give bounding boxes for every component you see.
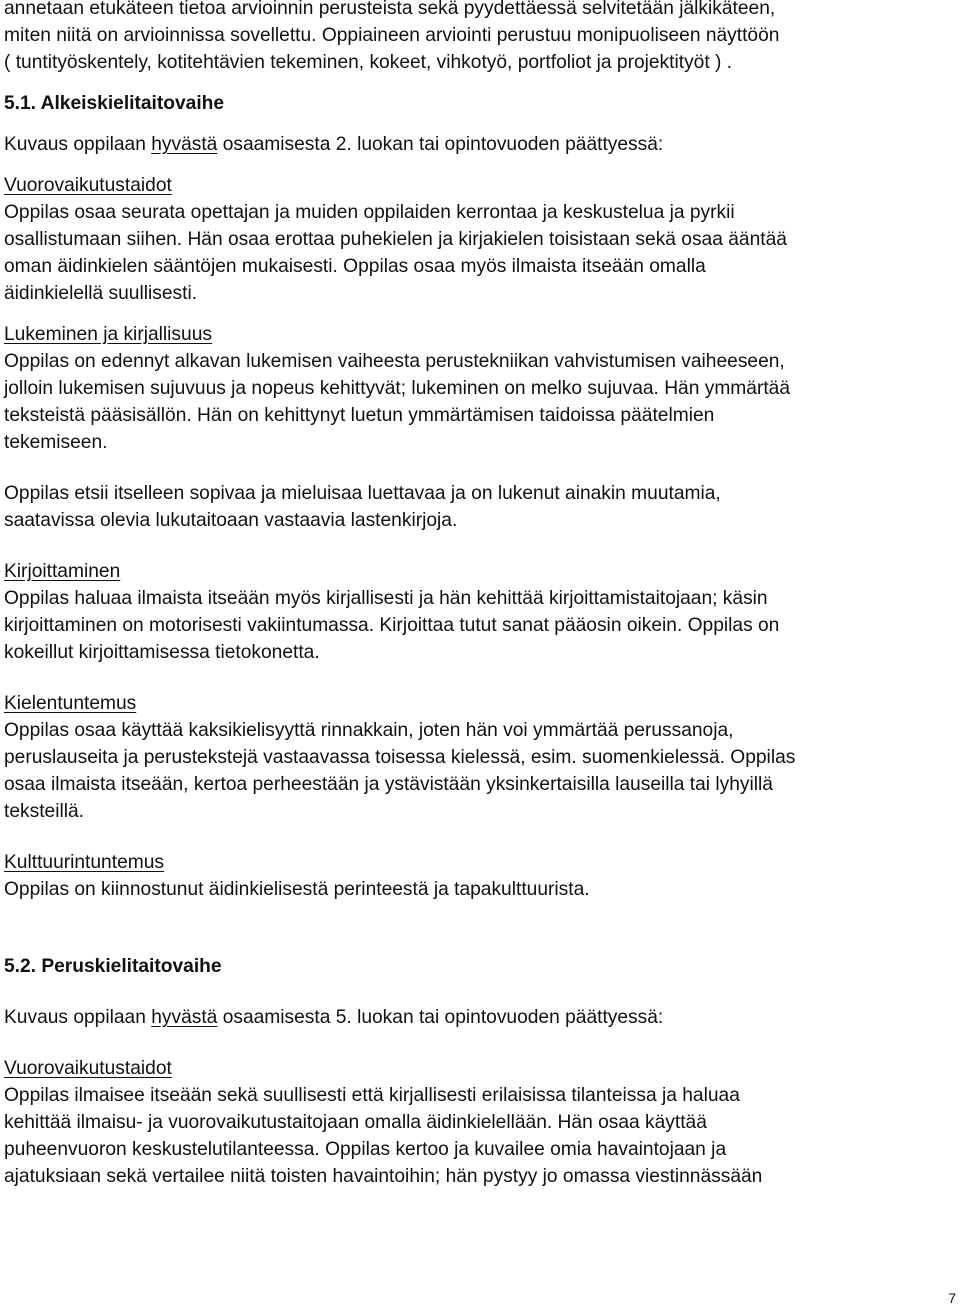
text-line: Oppilas on kiinnostunut äidinkielisestä perinteestä ja tapakulttuurista. <box>4 879 590 900</box>
text-line: oman äidinkielen sääntöjen mukaisesti. Oppilas osaa myös ilmaista itseään omalla <box>4 256 706 277</box>
document-page <box>4 0 954 1190</box>
page-number: 7 <box>948 1290 956 1306</box>
subsection-block <box>4 690 954 825</box>
text-line: saatavissa olevia lukutaitoaan vastaavia lastenkirjoja. <box>4 510 458 531</box>
description-emphasis: hyvästä <box>151 134 218 155</box>
description-text: osaamisesta 5. luokan tai opintovuoden päättyessä: <box>217 1007 664 1028</box>
subsection-title: Vuorovaikutustaidot <box>4 175 172 196</box>
subsection-block <box>4 1055 954 1190</box>
text-line: peruslauseita ja perustekstejä vastaavassa toisessa kielessä, esim. suomenkielessä. Oppilas <box>4 747 796 768</box>
subsection-title: Kulttuurintuntemus <box>4 852 164 873</box>
text-line: jolloin lukemisen sujuvuus ja nopeus kehittyvät; lukeminen on melko sujuvaa. Hän ymmärtää <box>4 378 791 399</box>
paragraph <box>4 480 954 534</box>
text-line: Oppilas etsii itselleen sopivaa ja mieluisaa luettavaa ja on lukenut ainakin muutamia, <box>4 483 721 504</box>
text-line: miten niitä on arvioinnissa sovellettu. Oppiaineen arviointi perustuu monipuoliseen näyttöön <box>4 25 780 46</box>
section-description <box>4 131 954 158</box>
text-line: teksteistä pääsisällön. Hän on kehittynyt luetun ymmärtämisen taidoissa päätelmien <box>4 405 715 426</box>
subsection-block <box>4 172 954 307</box>
subsection-block <box>4 558 954 666</box>
text-line: annetaan etukäteen tietoa arvioinnin perusteista sekä pyydettäessä selvitetään jälkikäteen, <box>4 0 776 19</box>
subsection-block <box>4 849 954 903</box>
text-line: äidinkielellä suullisesti. <box>4 283 198 304</box>
text-line: osaa ilmaista itseään, kertoa perheestään ja ystävistään yksinkertaisilla lauseilla tai lyhyillä <box>4 774 773 795</box>
description-text: osaamisesta 2. luokan tai opintovuoden päättyessä: <box>217 134 664 155</box>
text-line: ajatuksiaan sekä vertailee niitä toisten havaintoihin; hän pystyy jo omassa viestinnässään <box>4 1166 763 1187</box>
text-line: teksteillä. <box>4 801 84 822</box>
text-line: Oppilas on edennyt alkavan lukemisen vaiheesta perustekniikan vahvistumisen vaiheeseen, <box>4 351 785 372</box>
subsection-title: Kielentuntemus <box>4 693 137 714</box>
section-description <box>4 1004 954 1031</box>
text-line: Oppilas osaa seurata opettajan ja muiden oppilaiden kerrontaa ja keskustelua ja pyrkii <box>4 202 735 223</box>
subsection-title: Kirjoittaminen <box>4 561 121 582</box>
section-heading-5-2: 5.2. Peruskielitaitovaihe <box>4 956 222 977</box>
text-line: ( tuntityöskentely, kotitehtävien tekeminen, kokeet, vihkotyö, portfoliot ja projektityöt ) . <box>4 52 733 73</box>
subsection-block <box>4 321 954 456</box>
subsection-title: Vuorovaikutustaidot <box>4 1058 172 1079</box>
description-text: Kuvaus oppilaan <box>4 1007 152 1028</box>
description-emphasis: hyvästä <box>151 1007 218 1028</box>
text-line: kirjoittaminen on motorisesti vakiintumassa. Kirjoittaa tutut sanat pääosin oikein. Oppilas on <box>4 615 780 636</box>
text-line: puheenvuoron keskustelutilanteessa. Oppilas kertoo ja kuvailee omia havaintojaan ja <box>4 1139 727 1160</box>
text-line: Oppilas haluaa ilmaista itseään myös kirjallisesti ja hän kehittää kirjoittamistaitojaan; käsin <box>4 588 768 609</box>
description-text: Kuvaus oppilaan <box>4 134 152 155</box>
text-line: Oppilas osaa käyttää kaksikielisyyttä rinnakkain, joten hän voi ymmärtää perussanoja, <box>4 720 734 741</box>
text-line: kokeillut kirjoittamisessa tietokonetta. <box>4 642 320 663</box>
text-line: kehittää ilmaisu- ja vuorovaikutustaitojaan omalla äidinkielellään. Hän osaa käyttää <box>4 1112 707 1133</box>
subsection-title: Lukeminen ja kirjallisuus <box>4 324 212 345</box>
text-line: osallistumaan siihen. Hän osaa erottaa puhekielen ja kirjakielen toisistaan sekä osaa ääntää <box>4 229 787 250</box>
intro-paragraph <box>4 0 954 76</box>
text-line: Oppilas ilmaisee itseään sekä suullisesti että kirjallisesti erilaisissa tilanteissa ja haluaa <box>4 1085 740 1106</box>
text-line: tekemiseen. <box>4 432 108 453</box>
section-heading-5-1: 5.1. Alkeiskielitaitovaihe <box>4 93 225 114</box>
